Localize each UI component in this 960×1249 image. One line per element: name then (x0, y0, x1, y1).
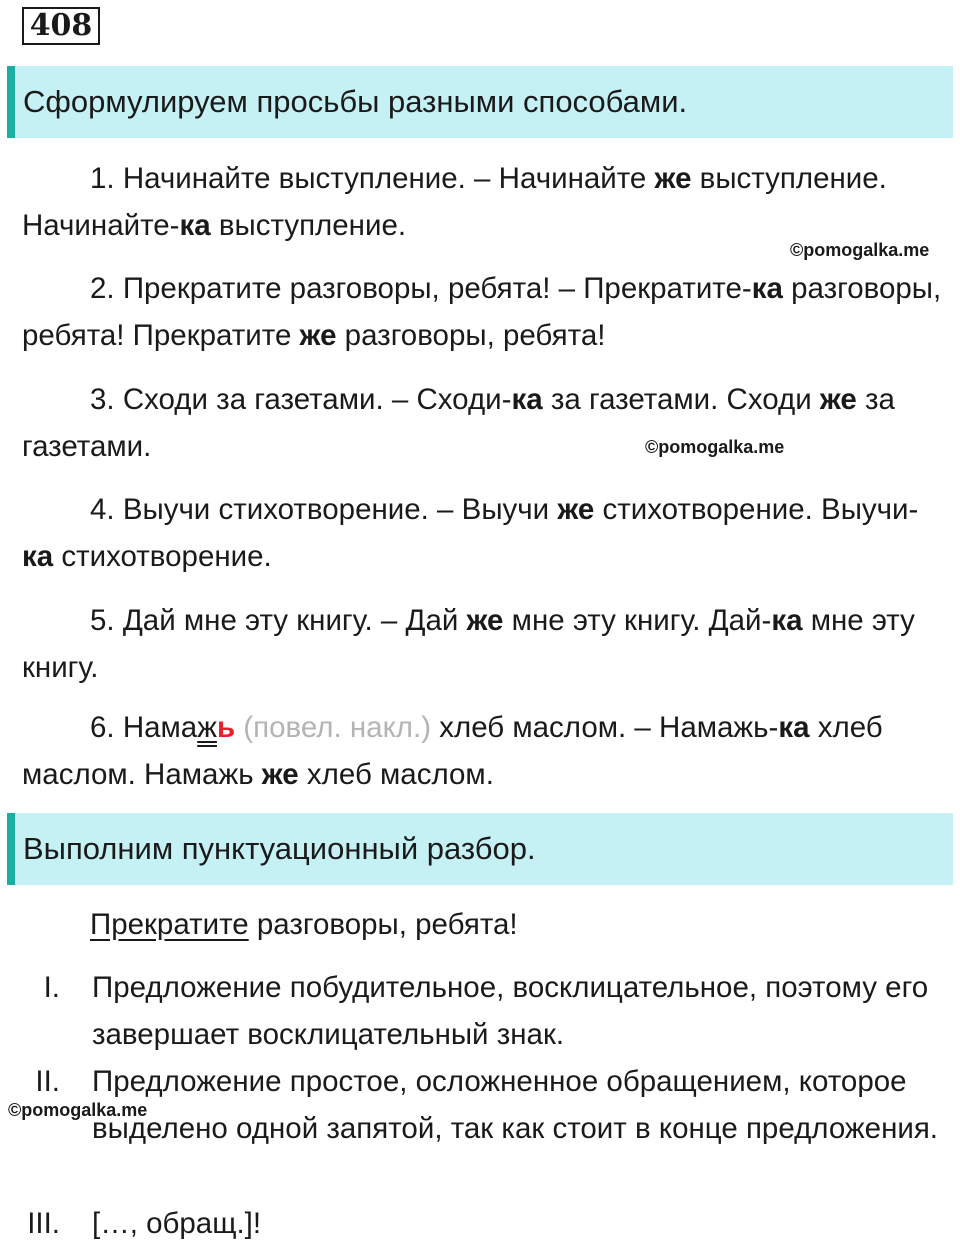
point-number: II. (35, 1065, 60, 1098)
point-number: I. (43, 971, 60, 1004)
predicate: Прекратите (90, 908, 249, 941)
underlined-letter: ж (197, 711, 217, 744)
analysed-sentence: Прекратите разговоры, ребята! (90, 908, 518, 941)
section-heading: Выполним пунктуационный разбор. (7, 813, 953, 885)
section-heading: Сформулируем просьбы разными способами. (7, 66, 953, 138)
watermark: ©pomogalka.me (645, 437, 785, 457)
list-item: 3. Сходи за газетами. – Сходи-ка за газетами. Сходи же за газетами. (22, 383, 895, 463)
list-item: 5. Дай мне эту книгу. – Дай же мне эту книгу. Дай-ка мне эту книгу. (22, 604, 915, 684)
watermark: ©pomogalka.me (790, 240, 930, 260)
list-item: 2. Прекратите разговоры, ребята! – Прекратите-ка разговоры, ребята! Прекратите же разговоры, ребята! (22, 272, 942, 352)
list-item: 4. Выучи стихотворение. – Выучи же стихотворение. Выучи-ка стихотворение. (22, 493, 919, 573)
watermark: ©pomogalka.me (8, 1100, 148, 1120)
task-number: 408 (22, 7, 100, 45)
highlighted-letter: ь (216, 711, 236, 744)
point-text: […, обращ.]! (92, 1207, 262, 1240)
point-text: Предложение простое, осложненное обращением, которое выделено одной запятой, так как стоит в конце предложения. (92, 1065, 939, 1145)
point-number: III. (27, 1207, 60, 1240)
point-text: Предложение побудительное, восклицательное, поэтому его завершает восклицательный знак. (92, 971, 929, 1051)
grammar-note: (повел. накл.) (235, 711, 432, 744)
list-item: 1. Начинайте выступление. – Начинайте же выступление. Начинайте-ка выступление. (22, 162, 887, 242)
list-item: 6. Намажь (повел. накл.) хлеб маслом. – Намажь-ка хлеб маслом. Намажь же хлеб маслом. (22, 711, 883, 791)
